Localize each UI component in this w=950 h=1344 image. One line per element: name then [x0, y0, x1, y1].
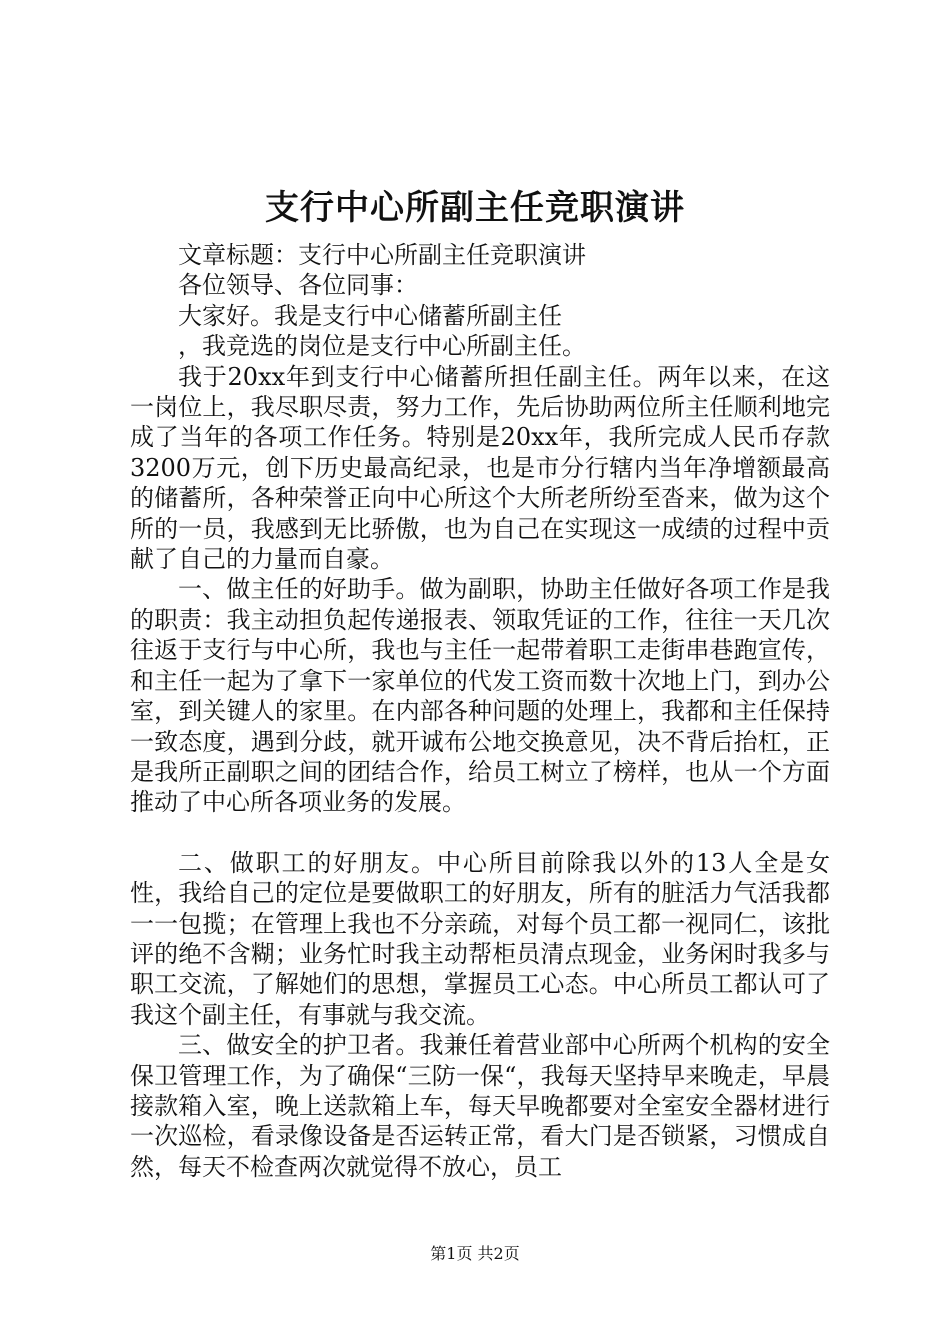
document-title: 支行中心所副主任竞职演讲	[265, 188, 685, 228]
paragraph-introduction: 我于20xx年到支行中心储蓄所担任副主任。两年以来，在这一岗位上，我尽职尽责，努力工作，先后协助两位所主任顺利地完成了当年的各项工作任务。特别是20xx年，我所完成人民币存款3200万元，创下历史最高纪录，也是市分行辖内当年净增额最高的储蓄所，各种荣誉正向中心所这个大所老所纷至沓来，做为这个所的一员，我感到无比骄傲，也为自己在实现这一成绩的过程中贡献了自己的力量而自豪。	[130, 362, 830, 574]
paragraph-salutation: 各位领导、各位同事：	[178, 271, 418, 300]
paragraph-section-two: 二、做职工的好朋友。中心所目前除我以外的13人全是女性，我给自己的定位是要做职工的好朋友，所有的脏活力气活我都一一包揽；在管理上我也不分亲疏，对每个员工都一视同仁，该批评的绝不含糊；业务忙时我主动帮柜员清点现金，业务闲时我多与职工交流，了解她们的思想，掌握员工心态。中心所员工都认可了我这个副主任，有事就与我交流。	[130, 848, 830, 1029]
paragraph-section-one: 一、做主任的好助手。做为副职，协助主任做好各项工作是我的职责：我主动担负起传递报表、领取凭证的工作，往往一天几次往返于支行与中心所，我也与主任一起带着职工走街串巷跑宣传，和主任一起为了拿下一家单位的代发工资而数十次地上门，到办公室，到关键人的家里。在内部各种问题的处理上，我都和主任保持一致态度，遇到分歧，就开诚布公地交换意见，决不背后抬杠，正是我所正副职之间的团结合作，给员工树立了榜样，也从一个方面推动了中心所各项业务的发展。	[130, 575, 830, 817]
document-body	[130, 240, 830, 1182]
paragraph-article-heading: 文章标题：支行中心所副主任竞职演讲	[178, 241, 586, 269]
paragraph-greeting: 大家好。我是支行中心储蓄所副主任	[178, 301, 562, 330]
paragraph-position: ，我竞选的岗位是支行中心所副主任。	[178, 332, 586, 361]
paragraph-section-three: 三、做安全的护卫者。我兼任着营业部中心所两个机构的安全保卫管理工作，为了确保“三防一保“，我每天坚持早来晚走，早晨接款箱入室，晚上送款箱上车，每天早晚都要对全室安全器材进行一次巡检，看录像设备是否运转正常，看大门是否锁紧，习惯成自然，每天不检查两次就觉得不放心，员工	[130, 1031, 830, 1181]
page-footer: 第1页 共2页	[430, 1244, 520, 1263]
